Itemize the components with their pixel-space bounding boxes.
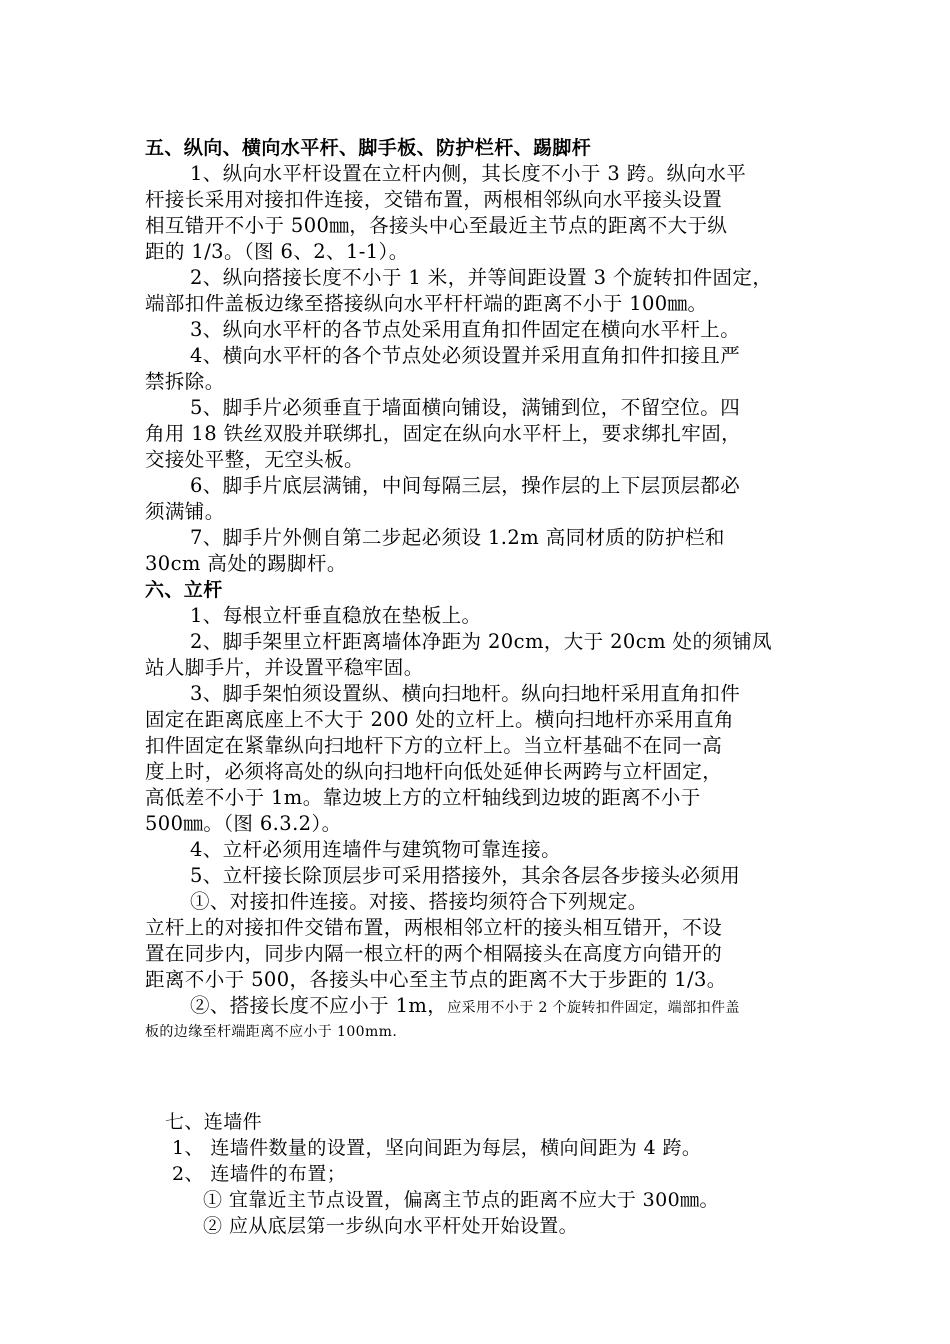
paragraph-line: 1、每根立杆垂直稳放在垫板上。 — [190, 604, 482, 627]
paragraph-line: 站人脚手片，并设置平稳牢固。 — [145, 656, 424, 679]
paragraph-line: 1、纵向水平杆设置在立杆内侧，其长度不小于 3 跨。纵向水平 — [190, 162, 747, 185]
paragraph-line — [190, 993, 740, 1021]
paragraph-line: 禁拆除。 — [145, 370, 225, 393]
paragraph-line: 距离不小于 500，各接头中心至主节点的距离不大于步距的 1/3。 — [145, 968, 727, 991]
paragraph-line: 端部扣件盖板边缘至搭接纵向水平杆杆端的距离不小于 100㎜。 — [145, 292, 708, 315]
paragraph-line: 须满铺。 — [145, 500, 225, 523]
section-7-heading: 七、连墙件 — [165, 1111, 263, 1133]
paragraph-line: 距的 1/3。（图 6、2、1-1）。 — [145, 240, 409, 263]
paragraph-line: 6、脚手片底层满铺，中间每隔三层，操作层的上下层顶层都必 — [190, 474, 741, 497]
paragraph-line: 7、脚手片外侧自第二步起必须设 1.2m 高同材质的防护栏和 — [190, 526, 725, 549]
paragraph-line: 度上时，必须将高处的纵向扫地杆向低处延伸长两跨与立杆固定， — [145, 760, 723, 783]
paragraph-line-part: ②、搭接长度不应小于 1m， — [190, 994, 448, 1017]
paragraph-line: ①、对接扣件连接。对接、搭接均须符合下列规定。 — [190, 890, 648, 913]
paragraph-line: 交接处平整，无空头板。 — [145, 448, 364, 471]
paragraph-line: 相互错开不小于 500㎜，各接头中心至最近主节点的距离不大于纵 — [145, 214, 728, 237]
list-item: ① 宜靠近主节点设置，偏离主节点的距离不应大于 300㎜。 — [203, 1189, 719, 1211]
paragraph-line: 30cm 高处的踢脚杆。 — [145, 552, 347, 575]
paragraph-line: 3、脚手架怕须设置纵、横向扫地杆。纵向扫地杆采用直角扣件 — [190, 682, 741, 705]
paragraph-line: 立杆上的对接扣件交错布置，两根相邻立杆的接头相互错开，不设 — [145, 916, 723, 939]
paragraph-line: 2、脚手架里立杆距离墙体净距为 20cm，大于 20cm 处的须铺凤 — [190, 630, 773, 653]
paragraph-line: 4、立杆必须用连墙件与建筑物可靠连接。 — [190, 838, 562, 861]
list-item: 1、 连墙件数量的设置，坚向间距为每层，横向间距为 4 跨。 — [172, 1137, 702, 1159]
list-item: 2、 连墙件的布置； — [172, 1163, 347, 1185]
paragraph-line: 5、脚手片必须垂直于墙面横向铺设，满铺到位，不留空位。四 — [190, 396, 741, 419]
paragraph-line: 2、纵向搭接长度不小于 1 米，并等间距设置 3 个旋转扣件固定， — [190, 266, 773, 289]
paragraph-line: 杆接长采用对接扣件连接，交错布置，两根相邻纵向水平接头设置 — [145, 188, 723, 211]
paragraph-line: 5、立杆接长除顶层步可采用搭接外，其余各层各步接头必须用 — [190, 864, 741, 887]
paragraph-line: 4、横向水平杆的各个节点处必须设置并采用直角扣件扣接且严 — [190, 344, 741, 367]
paragraph-line: 角用 18 铁丝双股并联绑扎，固定在纵向水平杆上，要求绑扎牢固， — [145, 422, 742, 445]
paragraph-line: 置在同步内，同步内隔一根立杆的两个相隔接头在高度方向错开的 — [145, 942, 723, 965]
paragraph-line: 扣件固定在紧靠纵向扫地杆下方的立杆上。当立杆基础不在同一高 — [145, 734, 723, 757]
paragraph-line: 板的边缘至杆端距离不应小于 100mm. — [145, 1024, 398, 1040]
section-5-heading: 五、纵向、横向水平杆、脚手板、防护栏杆、踢脚杆 — [145, 137, 592, 159]
paragraph-line: 高低差不小于 1m。靠边坡上方的立杆轴线到边坡的距离不小于 — [145, 786, 701, 809]
paragraph-line-small-part: 应采用不小于 2 个旋转扣件固定，端部扣件盖 — [447, 1000, 740, 1016]
section-6-heading: 六、立杆 — [145, 579, 223, 601]
paragraph-line: 500㎜。（图 6.3.2）。 — [145, 812, 342, 835]
paragraph-line: 3、纵向水平杆的各节点处采用直角扣件固定在横向水平杆上。 — [190, 318, 741, 341]
list-item: ② 应从底层第一步纵向水平杆处开始设置。 — [203, 1215, 579, 1237]
paragraph-line: 固定在距离底座上不大于 200 处的立杆上。横向扫地杆亦采用直角 — [145, 708, 734, 731]
